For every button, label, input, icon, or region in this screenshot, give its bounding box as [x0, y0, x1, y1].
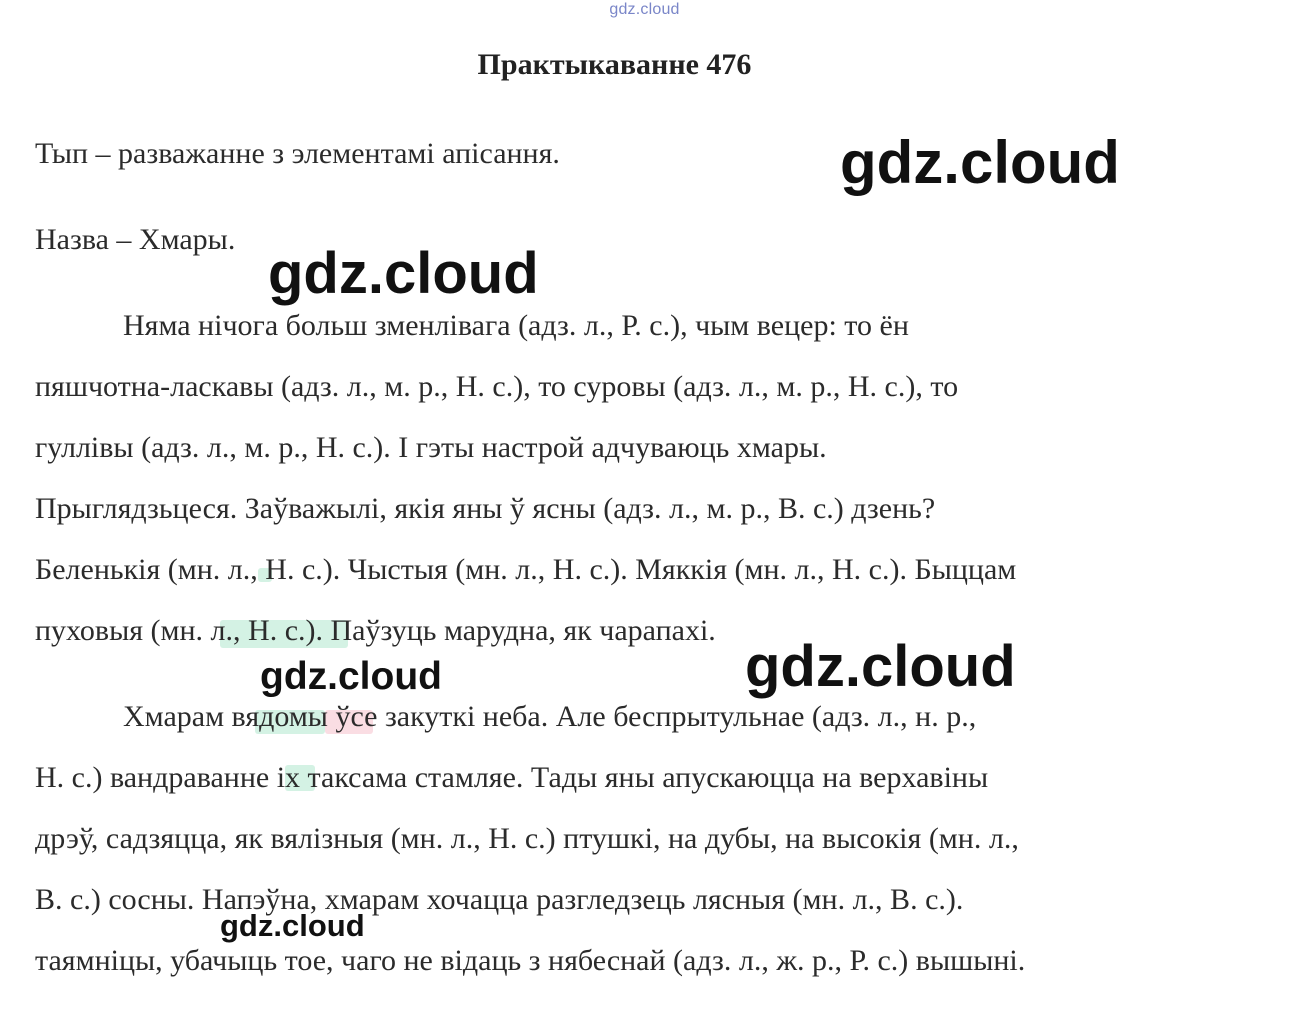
paragraph2-line: Хмарам вядомы ўсе закуткі неба. Але беспрытульнае (адз. л., н. р.,	[123, 700, 977, 733]
site-watermark-top: gdz.cloud	[609, 1, 680, 18]
paragraph1-line: Прыглядзьцеся. Заўважылі, якія яны ў ясны (адз. л., м. р., В. с.) дзень?	[35, 492, 936, 525]
paragraph2-line: Н. с.) вандраванне іх таксама стамляе. Тады яны апускаюцца на верхавіны	[35, 761, 989, 794]
page-title: Практыкаванне 476	[477, 48, 752, 81]
watermark: gdz.cloud	[220, 908, 365, 943]
paragraph1-line: гуллівы (адз. л., м. р., Н. с.). І гэты настрой адчуваюць хмары.	[35, 431, 827, 464]
paragraph1-line: Беленькія (мн. л., Н. с.). Чыстыя (мн. л., Н. с.). Мяккія (мн. л., Н. с.). Быццам	[35, 553, 1017, 586]
paragraph1-line: пуховыя (мн. л., Н. с.). Паўзуць марудна, як чарапахі.	[35, 614, 716, 647]
watermark: gdz.cloud	[745, 634, 1016, 699]
text-type: Тып – разважанне з элементамі апісання.	[35, 137, 560, 170]
paragraph2-line: В. с.) сосны. Напэўна, хмарам хочацца разгледзець лясныя (мн. л., В. с.).	[35, 883, 964, 916]
text-name: Назва – Хмары.	[35, 223, 236, 256]
paragraph1-line: пяшчотна-ласкавы (адз. л., м. р., Н. с.), то суровы (адз. л., м. р., Н. с.), то	[35, 370, 959, 403]
watermark: gdz.cloud	[260, 655, 442, 698]
paragraph1-line: Няма нічога больш зменлівага (адз. л., Р. с.), чым вецер: то ён	[123, 309, 909, 342]
watermark: gdz.cloud	[840, 129, 1120, 196]
watermark: gdz.cloud	[268, 241, 539, 306]
paragraph2-line: дрэў, садзяцца, як вялізныя (мн. л., Н. с.) птушкі, на дубы, на высокія (мн. л.,	[35, 822, 1019, 855]
paragraph2-line: таямніцы, убачыць тое, чаго не відаць з нябеснай (адз. л., ж. р., Р. с.) вышыні.	[35, 944, 1026, 977]
